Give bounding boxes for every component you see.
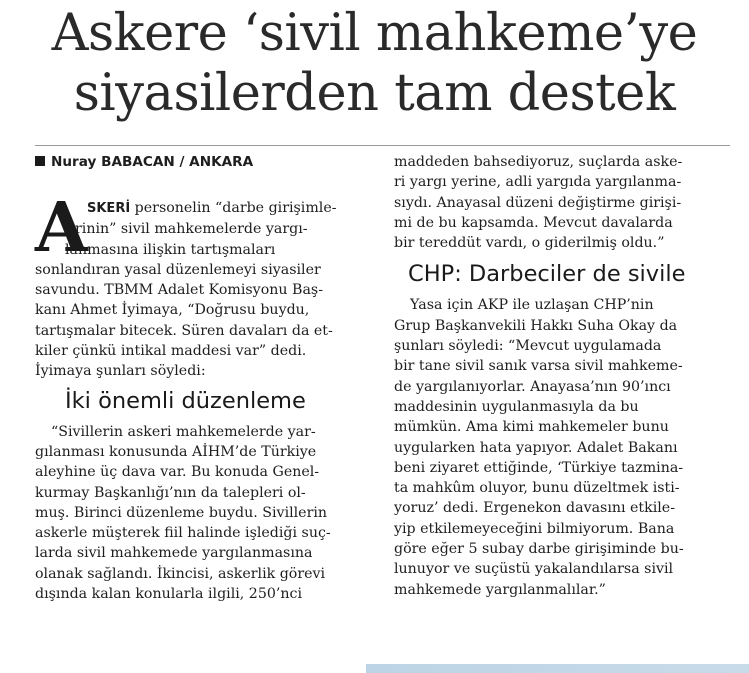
left-column — [35, 152, 371, 604]
body-line: bir tane sivil sanık varsa sivil mahkeme- — [394, 358, 683, 375]
body-line: yoruz’ dedi. Ergenekon davasını etkile- — [394, 500, 675, 517]
lead-line: rinin” sivil mahkemelerde yargı- — [75, 221, 308, 238]
body-line: maddesinin uygulanmasıyla da bu — [394, 398, 639, 415]
drop-cap: A — [35, 188, 88, 268]
byline-text: Nuray BABACAN / ANKARA — [51, 154, 254, 170]
lead-line: savundu. TBMM Adalet Komisyonu Baş- — [35, 282, 323, 299]
body-line: ri yargı yerine, adli yargıda yargılanma- — [394, 174, 682, 191]
body-line: gılanması konusunda AİHM’de Türkiye — [35, 443, 317, 460]
body-line: şunları söyledi: “Mevcut uygulamada — [394, 338, 662, 355]
body-line: mümkün. Ama kimi mahkemeler bunu — [394, 419, 669, 436]
body-line: muş. Birinci düzenleme buydu. Sivillerin — [35, 504, 328, 521]
lead-line: lanmasına ilişkin tartışmaları — [65, 241, 276, 258]
lead-line: sonlandıran yasal düzenlemeyi siyasiler — [35, 261, 321, 278]
body-line: göre eğer 5 subay darbe girişiminde bu- — [394, 541, 684, 558]
headline-line-1: Askere ‘sivil mahkeme’ye — [51, 4, 698, 63]
body-line: de yargılanıyorlar. Anayasa’nın 90’ıncı — [394, 378, 671, 395]
body-line: sıydı. Anayasal düzeni değiştirme girişi- — [394, 194, 682, 211]
body-line: yip etkilemeyeceğini bilmiyorum. Bana — [394, 520, 675, 537]
lead-line: tartışmalar bitecek. Süren davaları da et- — [35, 322, 333, 339]
body-line: mahkemede yargılanmalılar.” — [394, 581, 606, 598]
headline-line-2: siyasilerden tam destek — [73, 64, 676, 123]
body-line: askerle müşterek fiil halinde işlediği suç- — [35, 525, 331, 542]
section-1-body — [35, 422, 371, 605]
body-line: aleyhine üç dava var. Bu konuda Genel- — [35, 464, 320, 481]
continued-body — [394, 152, 730, 253]
body-line: beni ziyaret ettiğinde, ‘Türkiye tazmina- — [394, 459, 684, 476]
byline — [35, 152, 371, 172]
body-line: dışında kalan konularla ilgili, 250’nci — [35, 586, 303, 603]
body-line: ta mahkûm oluyor, bunu düzeltmek isti- — [394, 480, 680, 497]
headline-rule — [35, 145, 730, 146]
body-line: lunuyor ve suçüstü yakalandılarsa sivil — [394, 561, 674, 578]
body-line: kurmay Başkanlığı’nın da talepleri ol- — [35, 484, 306, 501]
headline — [0, 4, 749, 124]
byline-square-icon — [35, 156, 45, 166]
lead-bold-word: SKERİ — [87, 201, 131, 216]
body-line: maddeden bahsediyoruz, suçlarda aske- — [394, 154, 683, 170]
body-line: olanak sağlandı. İkincisi, askerlik görevi — [35, 565, 326, 582]
body-line: uygularken hata yapıyor. Adalet Bakanı — [394, 439, 678, 456]
lead-paragraph — [35, 188, 371, 382]
body-line: “Sivillerin askeri mahkemelerde yar- — [51, 423, 316, 440]
right-column — [394, 152, 730, 600]
body-line: Grup Başkanvekili Hakkı Suha Okay da — [394, 317, 678, 334]
footer-color-bar — [366, 664, 749, 673]
body-line: bir tereddüt vardı, o giderilmiş oldu.” — [394, 235, 665, 252]
body-line: mi de bu kapsamda. Mevcut davalarda — [394, 214, 673, 231]
body-line: larda sivil mahkemede yargılanmasına — [35, 545, 313, 562]
lead-line: kiler çünkü intikal maddesi var” dedi. — [35, 343, 307, 360]
subheading-2: CHP: Darbeciler de sivile — [408, 261, 686, 288]
lead-line: İyimaya şunları söyledi: — [35, 363, 206, 380]
lead-line: kanı Ahmet İyimaya, “Doğrusu buydu, — [35, 302, 310, 319]
section-2-body — [394, 295, 730, 599]
subheading-1: İki önemli düzenleme — [65, 387, 306, 414]
body-line: Yasa için AKP ile uzlaşan CHP’nin — [410, 297, 654, 314]
lead-line: SKERİ personelin “darbe girişimle- — [87, 200, 337, 216]
